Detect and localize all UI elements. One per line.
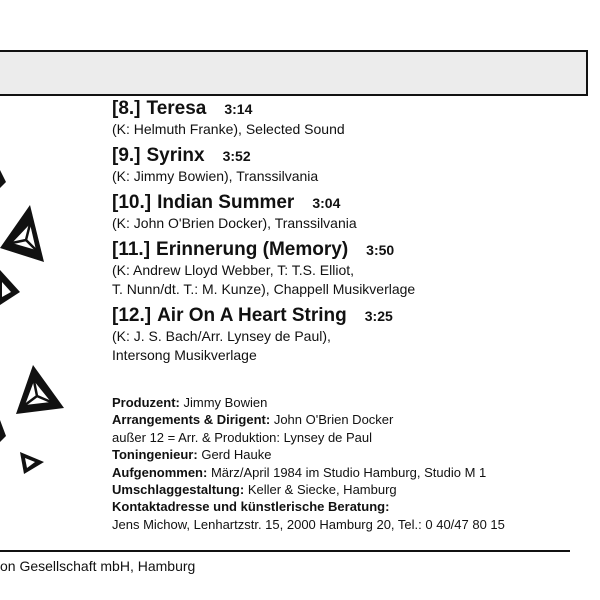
track-credit: (K: Helmuth Franke), Selected Sound bbox=[112, 121, 345, 137]
track-number: [9.] bbox=[112, 145, 141, 166]
credit-label: Kontaktadresse und künstlerische Beratung: bbox=[112, 499, 390, 515]
track-credit: (K: John O'Brien Docker), Transsilvania bbox=[112, 215, 357, 231]
credit-line bbox=[112, 498, 592, 515]
production-credits bbox=[112, 394, 592, 533]
credit-line bbox=[112, 446, 592, 463]
credit-label: Aufgenommen: bbox=[112, 464, 208, 480]
credit-value: Jimmy Bowien bbox=[183, 395, 268, 410]
track-title: Indian Summer bbox=[157, 192, 295, 213]
track-title: Erinnerung (Memory) bbox=[156, 239, 349, 260]
track-number: [8.] bbox=[112, 98, 141, 119]
credit-line bbox=[112, 481, 592, 498]
triangle-icon bbox=[0, 270, 20, 305]
credit-line bbox=[112, 411, 592, 428]
triangle-icon bbox=[0, 170, 6, 188]
track-item bbox=[112, 98, 592, 139]
track-item bbox=[112, 305, 592, 365]
track-credit: T. Nunn/dt. T.: M. Kunze), Chappell Musikverlage bbox=[112, 281, 416, 297]
credit-label: Toningenieur: bbox=[112, 447, 198, 463]
track-item bbox=[112, 192, 592, 233]
triangle-icon bbox=[0, 205, 44, 262]
credit-label: Produzent: bbox=[112, 395, 180, 410]
credit-line bbox=[112, 516, 592, 533]
track-item bbox=[112, 239, 592, 299]
track-number: [12.] bbox=[112, 305, 152, 326]
triangle-icon bbox=[0, 420, 6, 442]
credit-value: Keller & Siecke, Hamburg bbox=[247, 482, 397, 498]
divider bbox=[0, 550, 570, 552]
track-title: Air On A Heart String bbox=[157, 305, 347, 326]
credit-line bbox=[112, 429, 592, 446]
credit-value: Gerd Hauke bbox=[201, 447, 272, 463]
triangle-icon bbox=[16, 365, 64, 414]
track-duration: 3:04 bbox=[312, 195, 341, 211]
track-credit: Intersong Musikverlage bbox=[112, 347, 257, 363]
track-credit: (K: Jimmy Bowien), Transsilvania bbox=[112, 168, 319, 184]
credit-value: Jens Michow, Lenhartzstr. 15, 2000 Hamburg 20, Tel.: 0 40/47 80 15 bbox=[112, 516, 505, 532]
track-number: [10.] bbox=[112, 192, 152, 213]
credit-value: John O'Brien Docker bbox=[273, 412, 394, 428]
track-list bbox=[112, 98, 592, 371]
track-duration: 3:14 bbox=[224, 101, 253, 117]
credit-line bbox=[112, 464, 592, 481]
credit-line bbox=[112, 394, 592, 411]
track-credit: (K: J. S. Bach/Arr. Lynsey de Paul), bbox=[112, 328, 331, 344]
credit-label: Arrangements & Dirigent: bbox=[112, 412, 271, 428]
triangle-icon bbox=[20, 452, 44, 474]
track-duration: 3:50 bbox=[366, 242, 395, 258]
credit-value: außer 12 = Arr. & Produktion: Lynsey de Paul bbox=[112, 429, 373, 445]
credit-value: März/April 1984 im Studio Hamburg, Studio M 1 bbox=[210, 464, 487, 480]
credit-label: Umschlaggestaltung: bbox=[112, 482, 245, 498]
track-number: [11.] bbox=[112, 239, 151, 260]
track-duration: 3:25 bbox=[364, 308, 393, 324]
track-item bbox=[112, 145, 592, 186]
decorative-triangles bbox=[0, 0, 110, 500]
track-duration: 3:52 bbox=[222, 148, 251, 164]
footer-text: on Gesellschaft mbH, Hamburg bbox=[0, 558, 196, 574]
track-title: Syrinx bbox=[146, 145, 205, 166]
track-title: Teresa bbox=[146, 98, 207, 119]
track-credit: (K: Andrew Lloyd Webber, T: T.S. Elliot, bbox=[112, 262, 355, 278]
